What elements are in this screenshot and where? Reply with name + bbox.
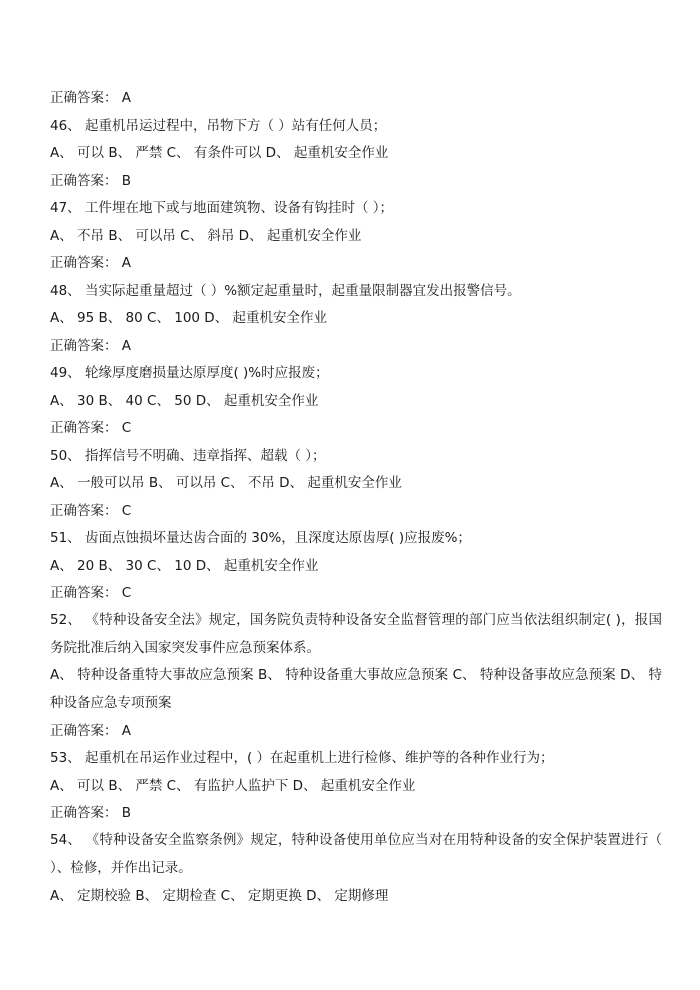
answer-49: 正确答案： C bbox=[50, 420, 132, 436]
question-46: 46、 起重机吊运过程中，吊物下方（ ）站有任何人员； bbox=[50, 118, 387, 134]
options-47: A、 不吊 B、 可以吊 C、 斜吊 D、 起重机安全作业 bbox=[50, 228, 362, 244]
options-51: A、 20 B、 30 C、 10 D、 起重机安全作业 bbox=[50, 558, 319, 574]
answer-53: 正确答案： B bbox=[50, 805, 132, 821]
question-54: 54、 《特种设备安全监察条例》规定，特种设备使用单位应当对在用特种设备的安全保护装置进行（ ）、检修，并作出记录。 bbox=[50, 832, 662, 876]
options-49: A、 30 B、 40 C、 50 D、 起重机安全作业 bbox=[50, 393, 319, 409]
question-48: 48、 当实际起重量超过（ ）%额定起重量时，起重量限制器宜发出报警信号。 bbox=[50, 283, 521, 299]
options-53: A、 可以 B、 严禁 C、 有监护人监护下 D、 起重机安全作业 bbox=[50, 778, 416, 794]
answer-48: 正确答案： A bbox=[50, 338, 132, 354]
question-50: 50、 指挥信号不明确、违章指挥、超载（ ）； bbox=[50, 448, 326, 464]
question-52: 52、 《特种设备安全法》规定，国务院负责特种设备安全监督管理的部门应当依法组织制定( )，报国务院批准后纳入国家突发事件应急预案体系。 bbox=[50, 612, 662, 656]
answer-50: 正确答案： C bbox=[50, 503, 132, 519]
options-54: A、 定期校验 B、 定期检查 C、 定期更换 D、 定期修理 bbox=[50, 888, 389, 904]
answer-46: 正确答案： B bbox=[50, 173, 132, 189]
options-46: A、 可以 B、 严禁 C、 有条件可以 D、 起重机安全作业 bbox=[50, 145, 389, 161]
question-51: 51、 齿面点蚀损坏量达齿合面的 30%，且深度达原齿厚( )应报废%； bbox=[50, 530, 471, 546]
options-50: A、 一般可以吊 B、 可以吊 C、 不吊 D、 起重机安全作业 bbox=[50, 475, 402, 491]
question-49: 49、 轮缘厚度磨损量达原厚度( )%时应报废； bbox=[50, 365, 329, 381]
question-47: 47、 工件埋在地下或与地面建筑物、设备有钩挂时（ ）； bbox=[50, 200, 394, 216]
options-48: A、 95 B、 80 C、 100 D、 起重机安全作业 bbox=[50, 310, 327, 326]
answer-51: 正确答案： C bbox=[50, 585, 132, 601]
options-52: A、 特种设备重特大事故应急预案 B、 特种设备重大事故应急预案 C、 特种设备事故应急预案 D、 特种设备应急专项预案 bbox=[50, 667, 662, 711]
answer-47: 正确答案： A bbox=[50, 255, 132, 271]
answer-52: 正确答案： A bbox=[50, 723, 132, 739]
answer-45: 正确答案： A bbox=[50, 90, 132, 106]
question-53: 53、 起重机在吊运作业过程中，( ）在起重机上进行检修、维护等的各种作业行为； bbox=[50, 750, 554, 766]
